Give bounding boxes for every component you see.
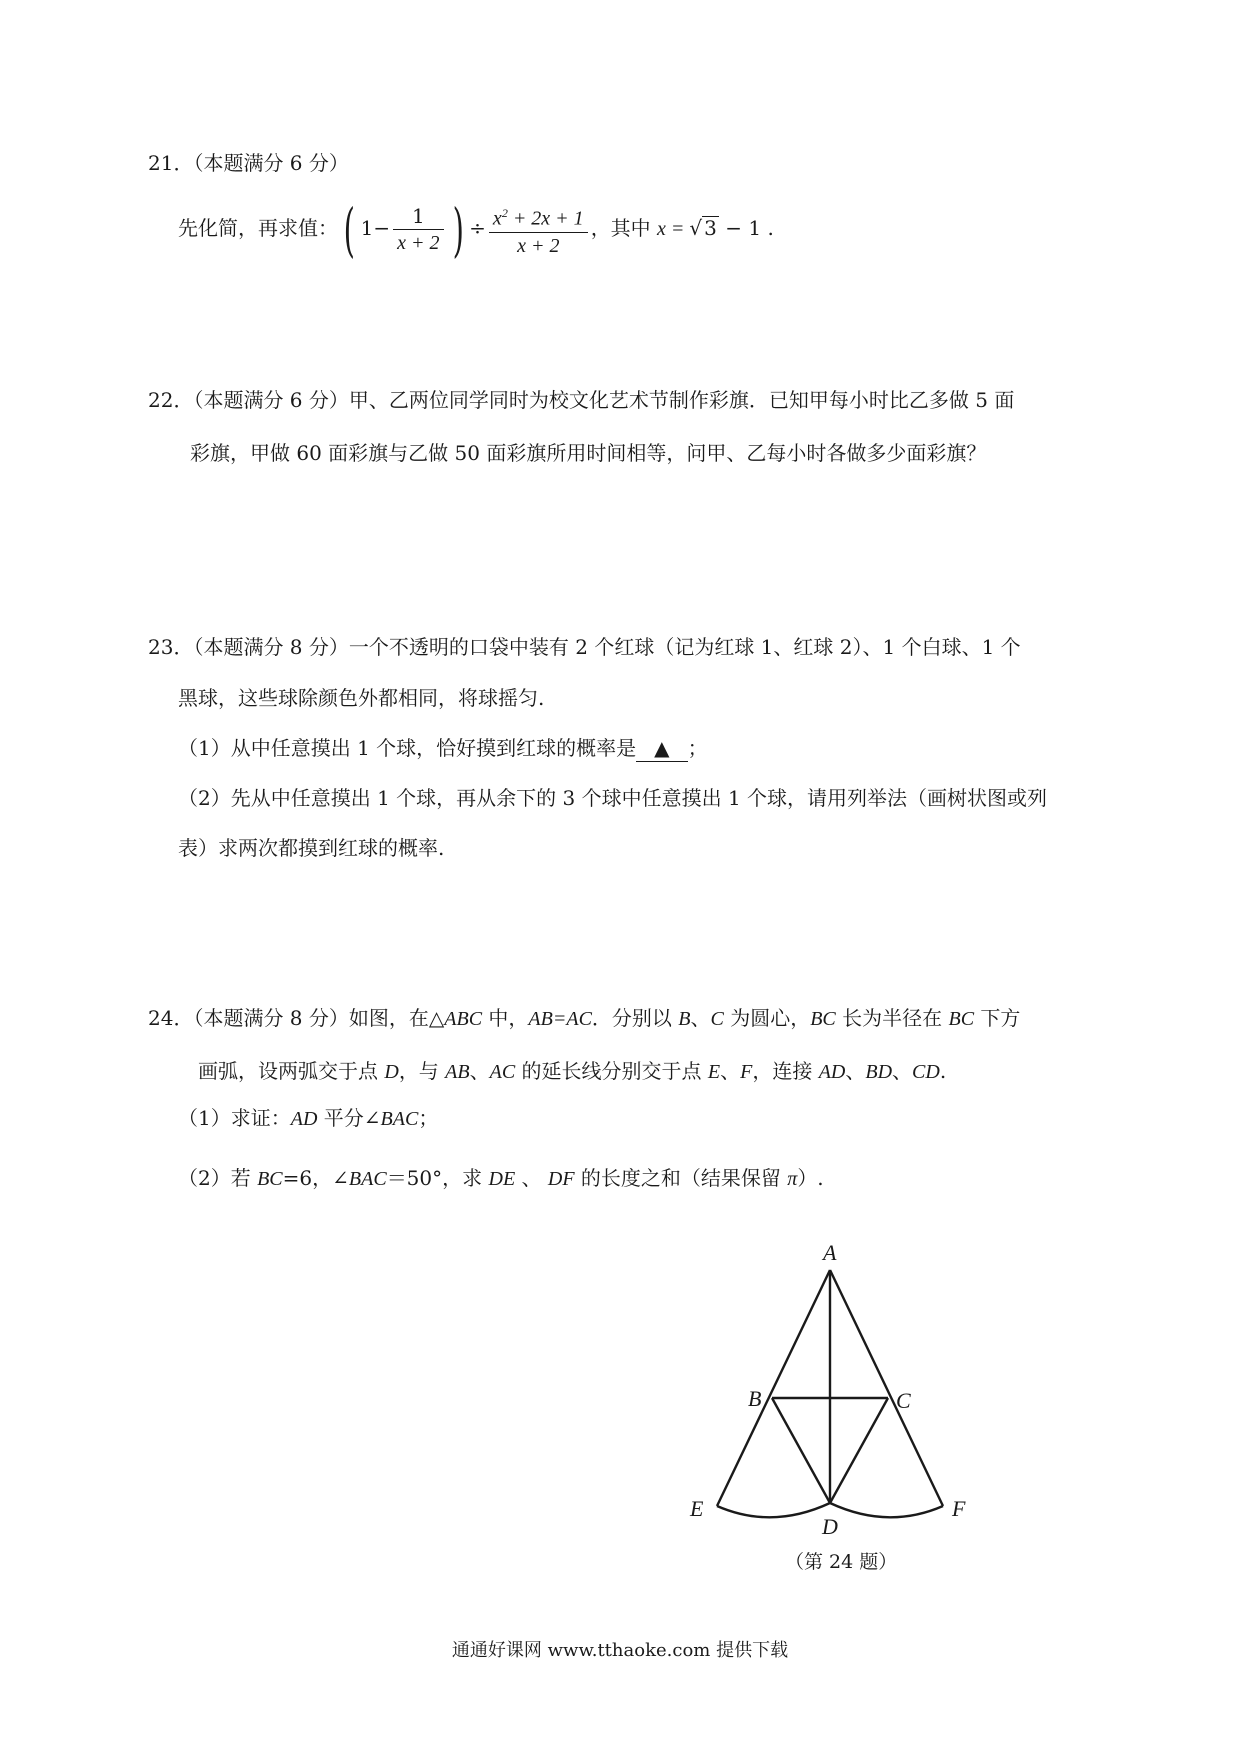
footer: 通通好课网 www.tthaoke.com 提供下载 [451,1640,789,1661]
q21-header: 21．（本题满分 6 分） [148,151,349,175]
t: 、 [515,1166,548,1190]
t: E [707,1061,721,1083]
t: DF [547,1168,575,1190]
q22-line-2: 彩旗，甲做 60 面彩旗与乙做 50 面彩旗所用时间相等，问甲、乙每小时各做多少面彩旗？ [190,441,987,465]
q21-one: 1 [360,216,374,240]
q21-div: ÷ [469,216,486,240]
t: AB=AC [528,1008,592,1030]
t: 、 [892,1059,913,1083]
q24-part-1 [178,1103,438,1134]
t: ； [418,1106,439,1130]
t: D [384,1061,399,1083]
t: DE [488,1168,516,1190]
t: BC [810,1008,836,1030]
q23-part-1 [178,733,708,763]
t: 的长度之和（结果保留 [574,1166,788,1190]
q21-fraction-2 [489,200,588,259]
q21-expression [178,195,774,264]
t: （1）求证： [178,1106,291,1130]
triangle-figure [680,1238,1000,1578]
answer-blank: ▲ [636,735,687,762]
fraction-2-numerator-rest: + 2x + 1 [507,207,584,230]
q21-fraction-1 [393,203,443,256]
sqrt-sign: √ [689,216,703,240]
label-c: C [896,1388,911,1413]
t: C [710,1008,724,1030]
label-a: A [823,1240,837,1265]
t: 下方 [974,1006,1021,1030]
q21-tail: − 1 . [718,216,774,240]
label-d: D [822,1514,838,1539]
label-f: F [952,1496,966,1521]
arc-df [830,1503,943,1517]
q23-part-2-line-1: （2）先从中任意摸出 1 个球，再从余下的 3 个球中任意摸出 1 个球，请用列举法（画树状图或列 [178,786,1048,810]
label-b: B [748,1386,762,1411]
right-paren: ) [452,195,464,264]
t: F [740,1061,753,1083]
t: 、 [690,1006,711,1030]
t: ）. [797,1166,824,1190]
t: BD [865,1061,893,1083]
sqrt-radicand: 3 [704,216,717,240]
t: （2）若 [178,1166,258,1190]
t: ABC [444,1008,483,1030]
t: CD [912,1061,940,1083]
q21-x-eq: x = [657,218,690,240]
t: AC [489,1061,516,1083]
fraction-1-numerator: 1 [393,203,443,230]
t: 平分∠ [317,1106,381,1130]
t: BAC [348,1168,387,1190]
t: 画弧，设两弧交于点 [198,1059,385,1083]
t: BAC [380,1108,419,1130]
q23-part-1-end: ； [687,736,708,760]
q22-line-1: 22．（本题满分 6 分）甲、乙两位同学同时为校文化艺术节制作彩旗．已知甲每小时比乙多做 5 面 [148,388,1015,412]
t: . [939,1059,947,1083]
t: AD [290,1108,318,1130]
fraction-2-numerator [489,200,588,233]
figure-caption: （第 24 题） [785,1551,898,1573]
t: ＝50°，求 [386,1166,489,1190]
t: =6，∠ [282,1166,349,1190]
q23-line-1: 23．（本题满分 8 分）一个不透明的口袋中装有 2 个红球（记为红球 1、红球 2）、1 个白球、1 个 [148,635,1021,659]
t: 长为半径在 [835,1006,949,1030]
q21-where: ，其中 [590,216,658,240]
t: BC [948,1008,975,1030]
t: 、 [845,1059,866,1083]
q23-line-2: 黑球，这些球除颜色外都相同，将球摇匀. [178,686,545,710]
t: AD [818,1061,846,1083]
line-cd [830,1398,888,1503]
q24-line-2 [198,1056,946,1087]
t: BC [257,1168,283,1190]
fraction-2-exponent: 2 [501,206,508,221]
q21-minus: − [373,216,391,240]
t: 、 [720,1059,741,1083]
line-bd [772,1398,830,1503]
t: ，与 [398,1059,446,1083]
fraction-2-denominator: x + 2 [517,234,560,257]
t: AB [445,1061,470,1083]
fraction-2-numerator-x: x [492,207,502,230]
t: π [787,1168,798,1190]
q24-line-1 [148,1003,1020,1034]
q24-part-2 [178,1163,824,1194]
fraction-1-denominator: x + 2 [397,232,440,254]
q23-part-2-line-2: 表）求两次都摸到红球的概率. [178,836,445,860]
t: 、 [469,1059,490,1083]
label-e: E [690,1496,704,1521]
t: 中， [482,1006,529,1030]
t: 的延长线分别交于点 [515,1059,708,1083]
q21-lead: 先化简，再求值： [178,216,338,240]
left-paren: ( [343,195,355,264]
t: 24．（本题满分 8 分）如图，在△ [148,1006,445,1030]
t: ，连接 [752,1059,819,1083]
q23-part-1-text: （1）从中任意摸出 1 个球，恰好摸到红球的概率是 [178,736,637,760]
t: 为圆心， [723,1006,811,1030]
t: B [678,1008,691,1030]
t: ．分别以 [591,1006,679,1030]
arc-de [717,1503,830,1517]
